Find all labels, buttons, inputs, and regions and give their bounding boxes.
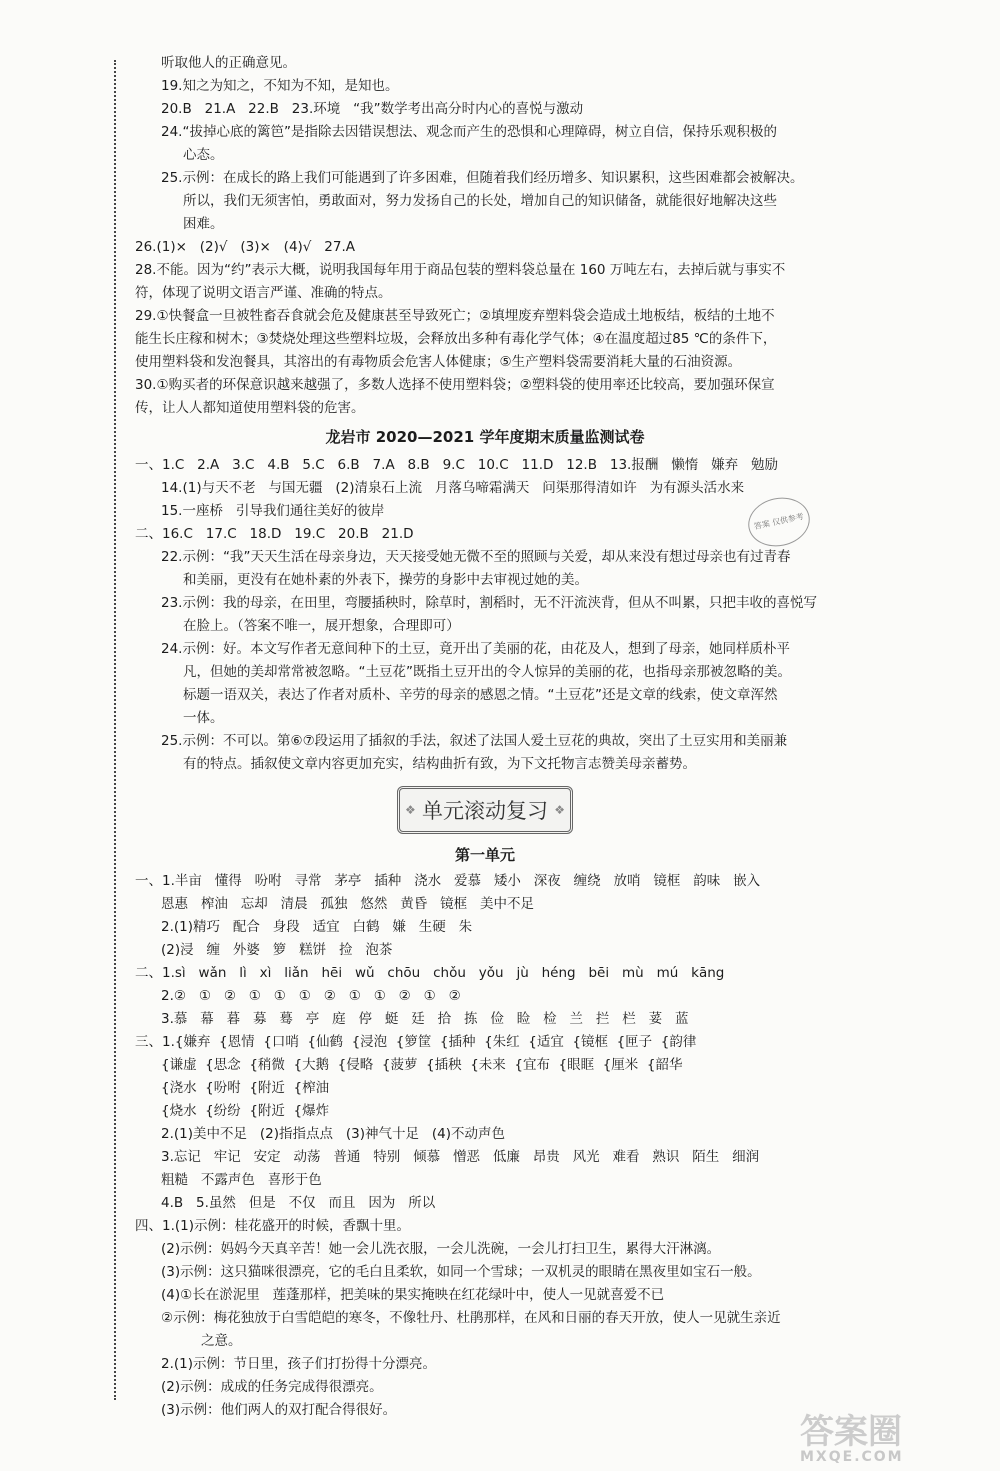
answer-line: 3.慕 幕 暮 募 蓦 亭 庭 停 蜓 廷 拾 拣 俭 睑 检 兰 拦 栏 荽 蓝 bbox=[161, 1011, 689, 1027]
answer-line: 恩惠 榨油 忘却 清晨 孤独 悠然 黄昏 镜框 美中不足 bbox=[161, 896, 534, 912]
answer-line: 25.示例：不可以。第⑥⑦段运用了插叙的手法，叙述了法国人爱土豆花的典故，突出了土豆实用和美丽兼 bbox=[161, 733, 788, 749]
watermark-logo-text: 答案圈 bbox=[800, 1412, 902, 1452]
answer-line: (2)浸 缠 外婆 箩 糕饼 捡 泡茶 bbox=[161, 942, 393, 958]
banner-container bbox=[135, 786, 835, 834]
answer-line: 困难。 bbox=[183, 216, 224, 232]
answer-line: 25.示例：在成长的路上我们可能遇到了许多困难，但随着我们经历增多、知识累积，这些困难都会被解决。 bbox=[161, 170, 804, 186]
answer-line: (2)示例：妈妈今天真辛苦！她一会儿洗衣服，一会儿洗碗，一会儿打扫卫生，累得大汗淋漓。 bbox=[161, 1241, 721, 1257]
answer-line: 三、1.{嫌弃 {恩情 {口哨 {仙鹤 {浸泡 {箩筐 {插种 {朱红 {适宜 {镜框 {匣子 {韵律 bbox=[135, 1034, 697, 1050]
answer-line: 有的特点。插叙使文章内容更加充实，结构曲折有致，为下文托物言志赞美母亲蓄势。 bbox=[183, 756, 696, 772]
answer-line: 所以，我们无须害怕，勇敢面对，努力发扬自己的长处，增加自己的知识储备，就能很好地解决这些 bbox=[183, 193, 777, 209]
answer-line: 2.(1)精巧 配合 身段 适宜 白鹤 嫌 生硬 朱 bbox=[161, 919, 473, 935]
answer-line: 14.(1)与天不老 与国无疆 (2)清泉石上流 月落乌啼霜满天 问渠那得清如许 为有源头活水来 bbox=[161, 480, 745, 496]
answer-line: 听取他人的正确意见。 bbox=[161, 55, 296, 71]
answer-line: 二、16.C 17.C 18.D 19.C 20.B 21.D bbox=[135, 526, 414, 542]
answer-line: 心态。 bbox=[183, 147, 224, 163]
answer-line: 24.示例：好。本文写作者无意间种下的土豆，竟开出了美丽的花，由花及人，想到了母亲，她同样质朴平 bbox=[161, 641, 790, 657]
answer-line: 之意。 bbox=[201, 1333, 242, 1349]
answer-line: 四、1.(1)示例：桂花盛开的时候，香飘十里。 bbox=[135, 1218, 411, 1234]
answer-line: {浇水 {吩咐 {附近 {榨油 bbox=[161, 1080, 330, 1096]
answer-line: 符，体现了说明文语言严谨、准确的特点。 bbox=[135, 285, 392, 301]
answer-line: 2.(1)美中不足 (2)指指点点 (3)神气十足 (4)不动声色 bbox=[161, 1126, 505, 1142]
answer-line: 在脸上。（答案不唯一，展开想象，合理即可） bbox=[183, 618, 460, 634]
answer-line: 4.B 5.虽然 但是 不仅 而且 因为 所以 bbox=[161, 1195, 436, 1211]
answer-line: (3)示例：他们两人的双打配合得很好。 bbox=[161, 1402, 397, 1418]
answer-line: 2.(1)示例：节日里，孩子们打扮得十分漂亮。 bbox=[161, 1356, 437, 1372]
answer-line: 2.② ① ② ① ① ① ② ① ① ② ① ② bbox=[161, 988, 461, 1004]
answer-line: 23.示例：我的母亲，在田里，弯腰插秧时，除草时，割稻时，无不汗流浃背，但从不叫累，只把丰收的喜悦写 bbox=[161, 595, 817, 611]
exam-title: 龙岩市 2020—2021 学年度期末质量监测试卷 bbox=[325, 428, 645, 446]
answer-line: 和美丽，更没有在她朴素的外表下，操劳的身影中去审视过她的美。 bbox=[183, 572, 588, 588]
answer-line: 传，让人人都知道使用塑料袋的危害。 bbox=[135, 400, 365, 416]
answer-line: 标题一语双关，表达了作者对质朴、辛劳的母亲的感恩之情。“土豆花”还是文章的线索，使文章浑然 bbox=[183, 687, 778, 703]
binding-dotted-line bbox=[114, 60, 116, 1400]
answer-line: 20.B 21.A 22.B 23.环境 “我”数学考出高分时内心的喜悦与激动 bbox=[161, 101, 584, 117]
answer-line: 28.不能。因为“约”表示大概，说明我国每年用于商品包装的塑料袋总量在 160 万吨左右，去掉后就与事实不 bbox=[135, 262, 786, 278]
answer-line: 22.示例：“我”天天生活在母亲身边，天天接受她无微不至的照顾与关爱，却从来没有想过母亲也有过青春 bbox=[161, 549, 791, 565]
answer-line: 使用塑料袋和发泡餐具，其溶出的有毒物质会危害人体健康；⑤生产塑料袋需要消耗大量的石油资源。 bbox=[135, 354, 742, 370]
unit-title: 第一单元 bbox=[454, 846, 515, 864]
answer-line: 一、1.半亩 懂得 吩咐 寻常 茅亭 插种 浇水 爱慕 矮小 深夜 缠绕 放哨 镜框 韵味 嵌入 bbox=[135, 873, 761, 889]
answer-line: 19.知之为知之，不知为不知，是知也。 bbox=[161, 78, 399, 94]
answer-line: 3.忘记 牢记 安定 动荡 普通 特别 倾慕 憎恶 低廉 昂贵 风光 难看 熟识 陌生 细润 bbox=[161, 1149, 760, 1165]
answer-content bbox=[135, 52, 835, 1422]
answer-line: 一体。 bbox=[183, 710, 224, 726]
answer-line: 30.①购买者的环保意识越来越强了，多数人选择不使用塑料袋；②塑料袋的使用率还比较高，要加强环保宣 bbox=[135, 377, 775, 393]
answer-line: (2)示例：成成的任务完成得很漂亮。 bbox=[161, 1379, 383, 1395]
answer-line: 能生长庄稼和树木；③焚烧处理这些塑料垃圾，会释放出多种有毒化学气体；④在温度超过85 ℃的条件下， bbox=[135, 331, 777, 347]
answer-line: 26.(1)× (2)√ (3)× (4)√ 27.A bbox=[135, 239, 355, 255]
answer-line: (3)示例：这只猫咪很漂亮，它的毛白且柔软，如同一个雪球；一双机灵的眼睛在黑夜里如宝石一般。 bbox=[161, 1264, 761, 1280]
site-watermark bbox=[800, 1412, 990, 1467]
watermark-url: MXQE.COM bbox=[800, 1449, 904, 1465]
answer-line: 二、1.sì wǎn lì xì liǎn hēi wǔ chōu chǒu yǒu jù héng bēi mù mú kāng bbox=[135, 965, 725, 981]
answer-line: ②示例：梅花独放于白雪皑皑的寒冬，不像牡丹、杜鹃那样，在风和日丽的春天开放，使人一见就生亲近 bbox=[161, 1310, 781, 1326]
answer-line: (4)①长在淤泥里 莲蓬那样，把美味的果实掩映在红花绿叶中，使人一见就喜爱不已 bbox=[161, 1287, 665, 1303]
section-banner: ❖ 单元滚动复习 ❖ bbox=[397, 786, 573, 834]
answer-line: {烧水 {纷纷 {附近 {爆炸 bbox=[161, 1103, 330, 1119]
answer-line: 凡，但她的美却常常被忽略。“土豆花”既指土豆开出的令人惊异的美丽的花，也指母亲那被忽略的美。 bbox=[183, 664, 791, 680]
answer-line: 一、1.C 2.A 3.C 4.B 5.C 6.B 7.A 8.B 9.C 10.C 11.D 12.B 13.报酬 懒惰 嫌弃 勉励 bbox=[135, 457, 778, 473]
answer-line: {谦虚 {思念 {稍微 {大鹅 {侵略 {菠萝 {插秧 {未来 {宜布 {眼眶 {厘米 {韶华 bbox=[161, 1057, 683, 1073]
answer-line: 29.①快餐盒一旦被牲畜吞食就会危及健康甚至导致死亡；②填埋废弃塑料袋会造成土地板结，板结的土地不 bbox=[135, 308, 775, 324]
reference-stamp: 答案 仅供参考 bbox=[744, 492, 815, 552]
answer-line: 15.一座桥 引导我们通往美好的彼岸 bbox=[161, 503, 385, 519]
answer-line: 24.“拔掉心底的篱笆”是指除去因错误想法、观念而产生的恐惧和心理障碍，树立自信，保持乐观积极的 bbox=[161, 124, 777, 140]
answer-line: 粗糙 不露声色 喜形于色 bbox=[161, 1172, 322, 1188]
